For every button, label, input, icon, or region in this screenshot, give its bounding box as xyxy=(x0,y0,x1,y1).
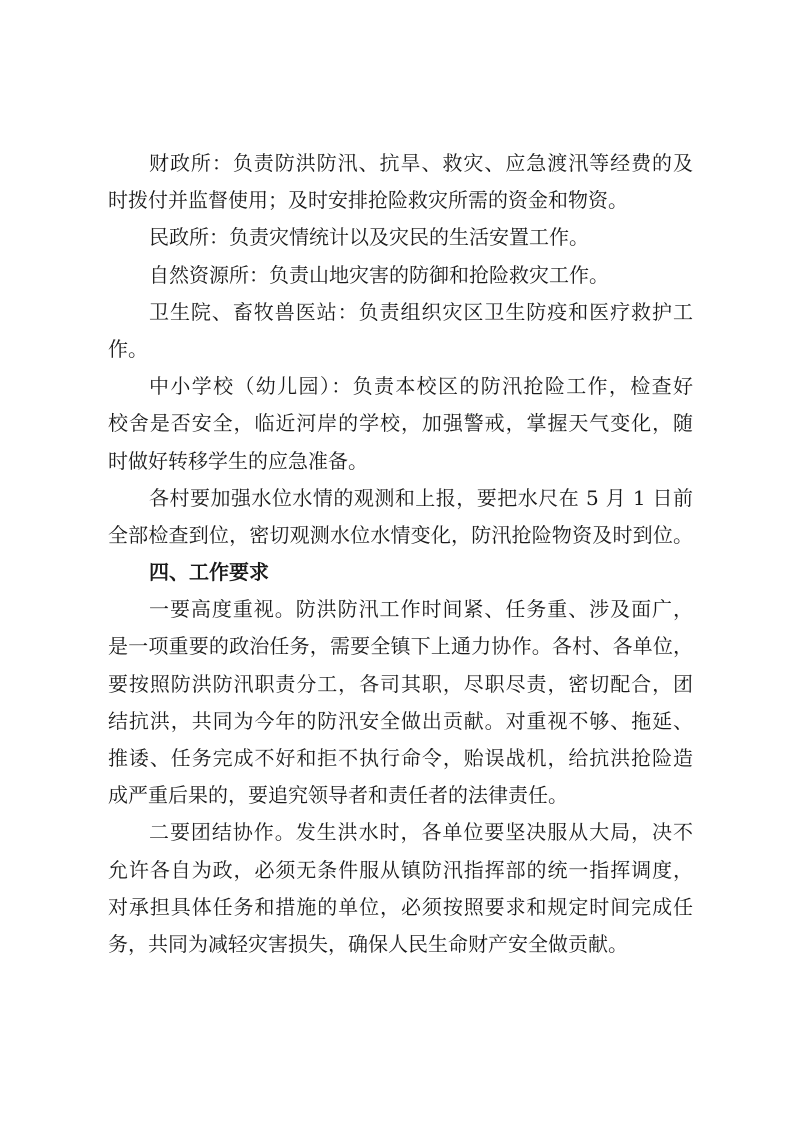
requirement-1-paragraph-line: 推诿、任务完成不好和拒不执行命令，贻误战机，给抗洪抢险造 xyxy=(108,746,693,770)
requirement-1-paragraph-line: 一要高度重视。防洪防汛工作时间紧、任务重、涉及面广， xyxy=(149,597,693,622)
section-heading: 四、工作要求 xyxy=(149,560,269,585)
finance-paragraph-line: 财政所：负责防洪防汛、抗旱、救灾、应急渡汛等经费的及 xyxy=(149,151,693,175)
villages-paragraph-line: 全部检查到位，密切观测水位水情变化，防汛抢险物资及时到位。 xyxy=(108,522,693,547)
finance-paragraph-line: 时拨付并监督使用；及时安排抢险救灾所需的资金和物资。 xyxy=(108,188,628,213)
requirement-1-paragraph-line: 是一项重要的政治任务，需要全镇下上通力协作。各村、各单位， xyxy=(108,634,693,659)
schools-paragraph-line: 校舍是否安全，临近河岸的学校，加强警戒，掌握天气变化，随 xyxy=(108,411,693,436)
document-body xyxy=(108,145,693,963)
health-paragraph-line: 作。 xyxy=(108,336,148,361)
villages-paragraph-line: 各村要加强水位水情的观测和上报，要把水尺在 5 月 1 日前 xyxy=(149,485,693,510)
requirement-1-paragraph-line: 成严重后果的，要追究领导者和责任者的法律责任。 xyxy=(108,783,568,808)
requirement-2-paragraph-line: 对承担具体任务和措施的单位，必须按照要求和规定时间完成任 xyxy=(108,894,693,919)
civil-affairs-paragraph-line: 民政所：负责灾情统计以及灾民的生活安置工作。 xyxy=(149,225,589,250)
requirement-1-paragraph-line: 结抗洪，共同为今年的防汛安全做出贡献。对重视不够、拖延、 xyxy=(108,708,693,733)
requirement-2-paragraph-line: 允许各自为政，必须无条件服从镇防汛指挥部的统一指挥调度， xyxy=(108,857,693,882)
natural-resources-paragraph-line: 自然资源所：负责山地灾害的防御和抢险救灾工作。 xyxy=(149,262,609,287)
requirement-2-paragraph-line: 务，共同为减轻灾害损失，确保人民生命财产安全做贡献。 xyxy=(108,931,628,956)
health-paragraph-line: 卫生院、畜牧兽医站：负责组织灾区卫生防疫和医疗救护工 xyxy=(149,299,693,324)
requirement-1-paragraph-line: 要按照防洪防汛职责分工，各司其职，尽职尽责，密切配合，团 xyxy=(108,671,693,696)
schools-paragraph-line: 中小学校（幼儿园）：负责本校区的防汛抢险工作，检查好 xyxy=(149,374,693,399)
schools-paragraph-line: 时做好转移学生的应急准备。 xyxy=(108,448,368,473)
requirement-2-paragraph-line: 二要团结协作。发生洪水时，各单位要坚决服从大局，决不 xyxy=(149,820,693,845)
